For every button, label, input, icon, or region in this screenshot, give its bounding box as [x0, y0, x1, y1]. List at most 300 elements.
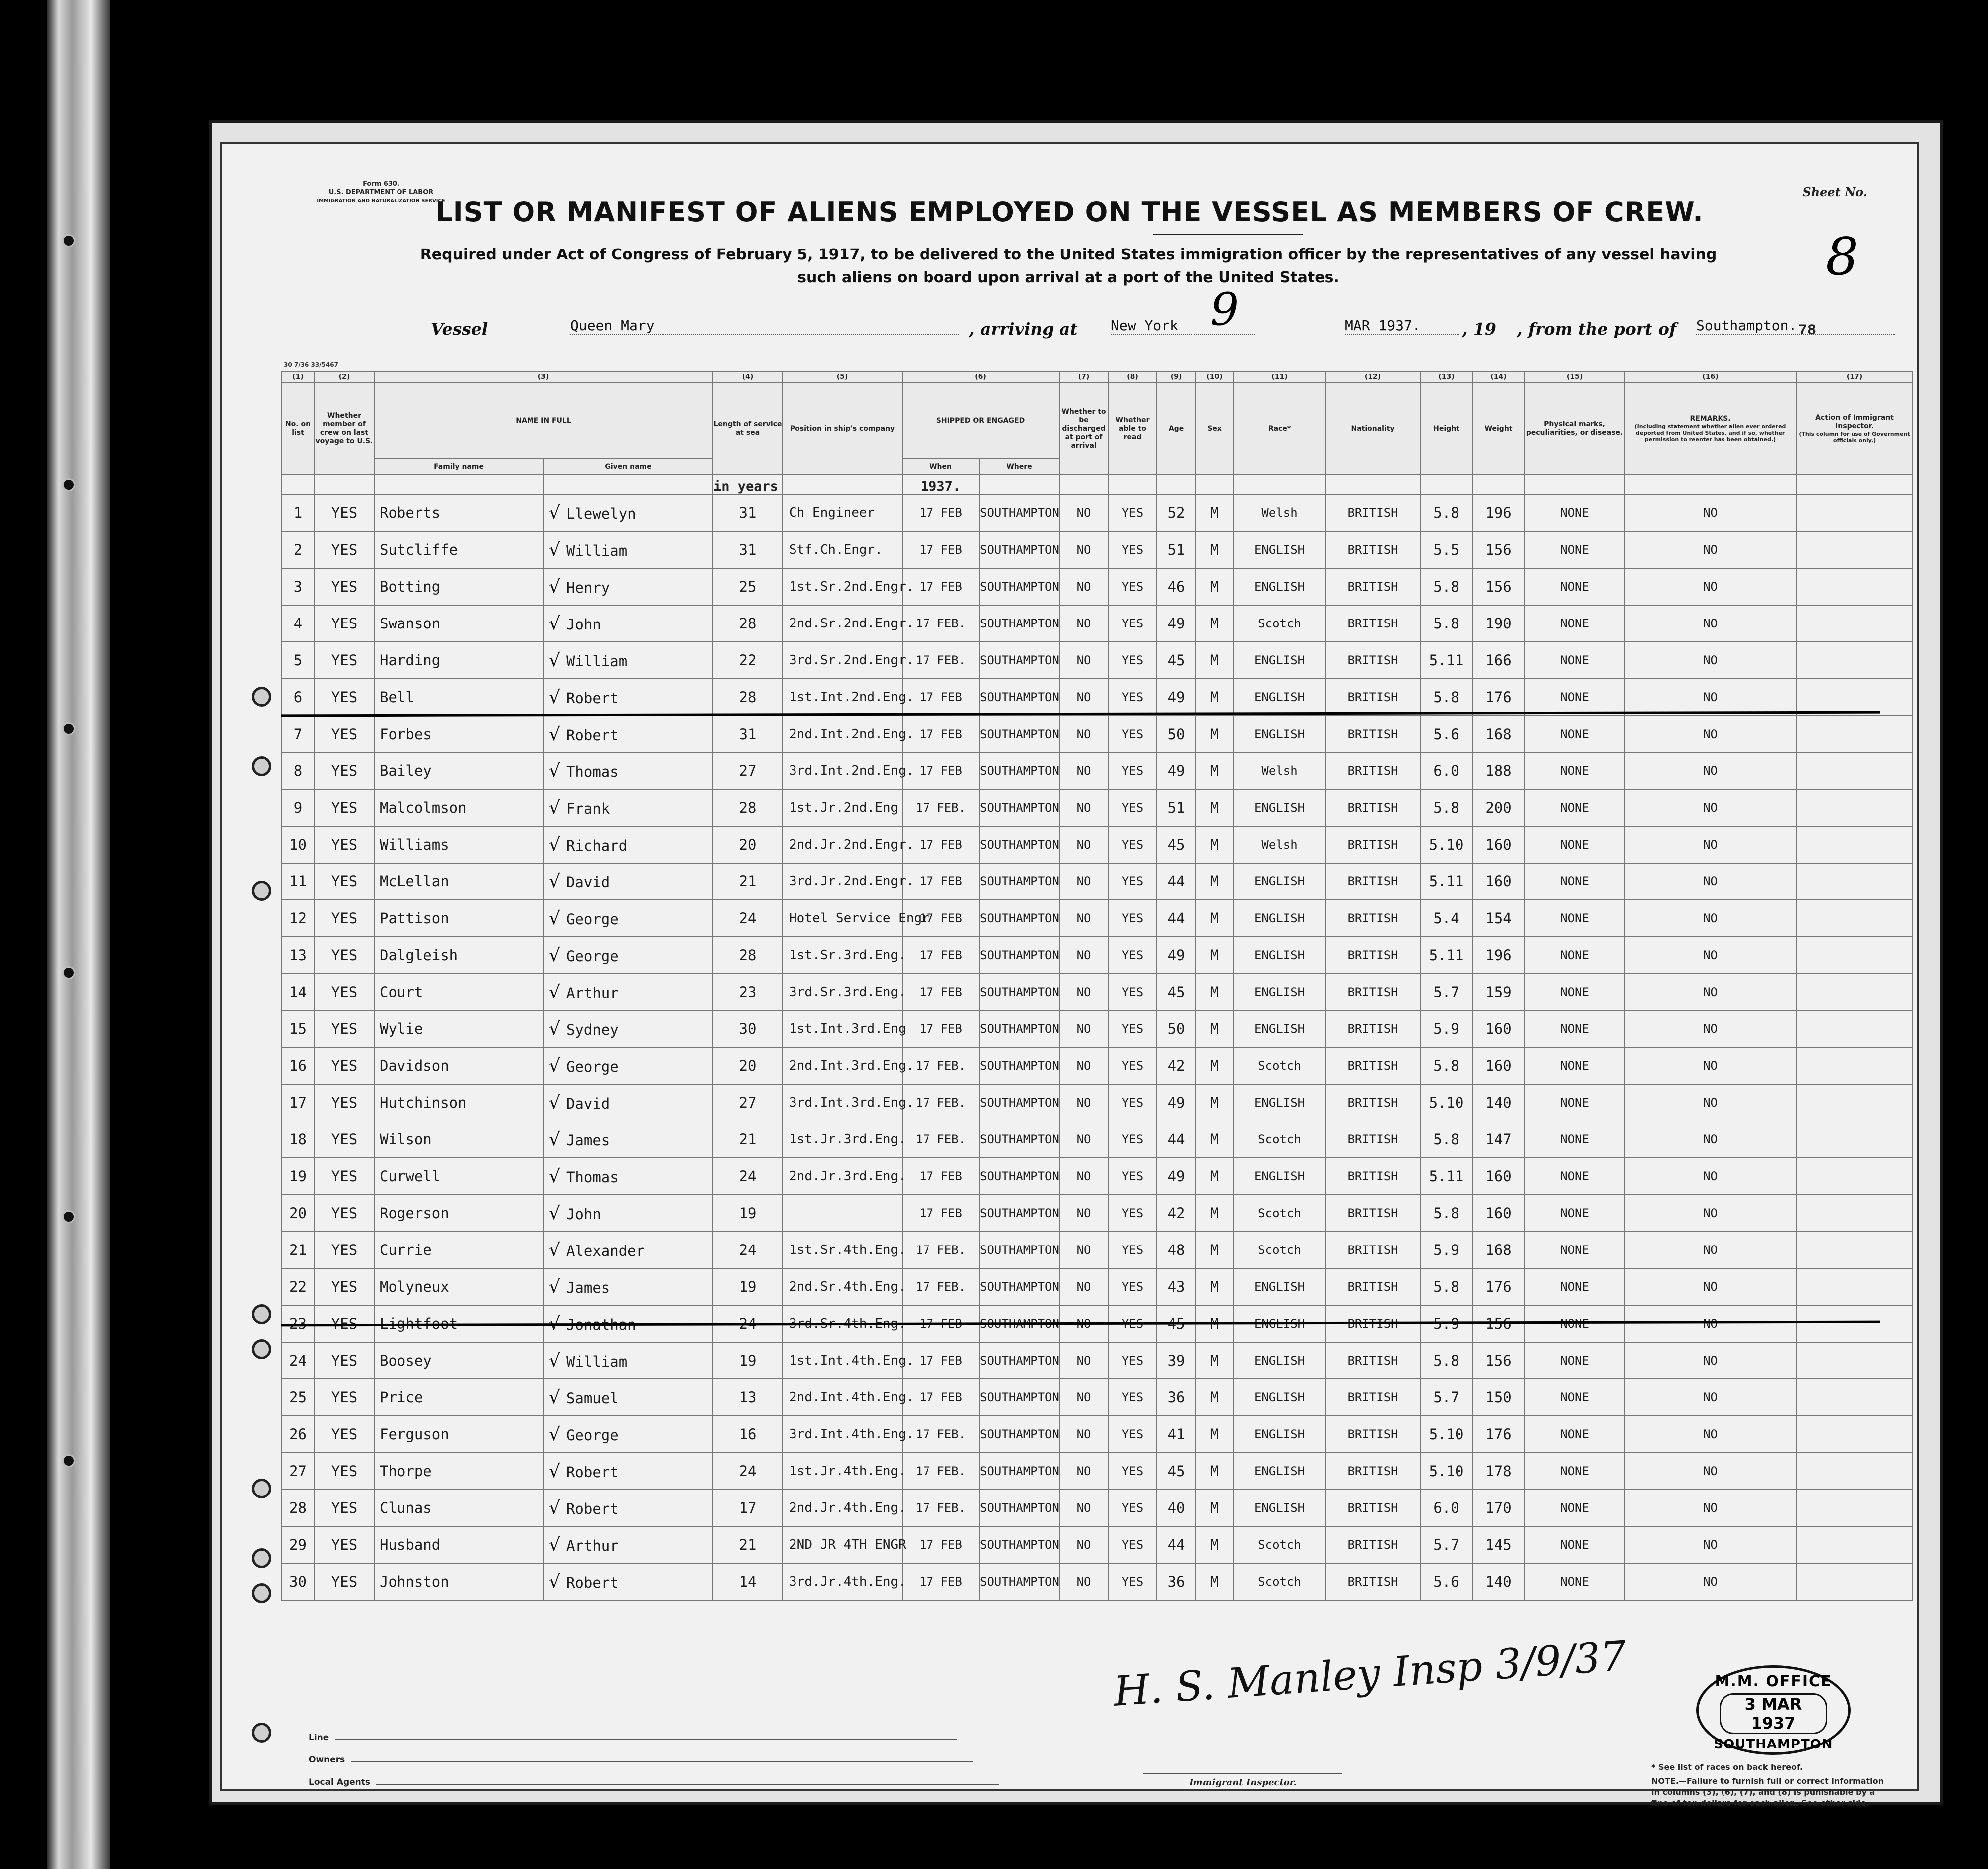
shipped-where: SOUTHAMPTON	[979, 495, 1059, 531]
arrival-port: New York	[1111, 317, 1255, 335]
shipped-where: SOUTHAMPTON	[979, 1379, 1059, 1416]
row-number: 11	[282, 863, 314, 900]
position: 2nd.Jr.3rd.Eng.	[783, 1158, 902, 1195]
crew-member-flag: YES	[314, 716, 374, 752]
given-name	[543, 1121, 713, 1158]
read-flag: YES	[1109, 1010, 1156, 1047]
remarks: NO	[1624, 642, 1796, 679]
physical-marks: NONE	[1525, 1010, 1624, 1047]
physical-marks: NONE	[1525, 1232, 1624, 1268]
weight: 160	[1472, 863, 1525, 900]
row-number: 9	[282, 789, 314, 826]
sex: M	[1196, 642, 1233, 679]
given-name	[543, 826, 713, 863]
read-flag: YES	[1109, 531, 1156, 568]
nationality: BRITISH	[1325, 531, 1420, 568]
service-length: 21	[713, 1526, 783, 1563]
row-number: 23	[282, 1305, 314, 1342]
discharged-flag: NO	[1059, 1232, 1109, 1268]
given-name	[543, 1010, 713, 1047]
crew-member-flag: YES	[314, 900, 374, 937]
header-age: Age	[1156, 383, 1196, 475]
sex: M	[1196, 679, 1233, 716]
given-name	[543, 1232, 713, 1268]
checkmark-icon: √	[549, 1092, 560, 1113]
physical-marks: NONE	[1525, 1305, 1624, 1342]
discharged-flag: NO	[1059, 826, 1109, 863]
shipped-when: 17 FEB	[902, 1526, 979, 1563]
shipped-when: 17 FEB	[902, 679, 979, 716]
checkmark-icon: √	[549, 945, 560, 966]
checkmark-icon: √	[549, 576, 560, 597]
service-length: 24	[713, 1232, 783, 1268]
family-name: Thorpe	[374, 1453, 543, 1490]
binder-hole	[62, 234, 75, 247]
nationality: BRITISH	[1325, 1047, 1420, 1084]
checkmark-icon: √	[549, 1018, 560, 1039]
shipped-when: 17 FEB.	[902, 1453, 979, 1490]
discharged-flag: NO	[1059, 1342, 1109, 1379]
age: 44	[1156, 863, 1196, 900]
year-label: , 19	[1462, 319, 1496, 339]
races-note: * See list of races on back hereof.	[1651, 1762, 1803, 1772]
owners-label: Owners	[309, 1755, 345, 1765]
row-number: 10	[282, 826, 314, 863]
given-name-text: Richard	[566, 837, 628, 854]
service-length: 21	[713, 863, 783, 900]
given-name	[543, 531, 713, 568]
nationality: BRITISH	[1325, 642, 1420, 679]
height: 5.9	[1420, 1232, 1472, 1268]
race: ENGLISH	[1233, 1158, 1325, 1195]
family-name: Hutchinson	[374, 1084, 543, 1121]
checkmark-icon: √	[549, 982, 560, 1002]
given-name-text: George	[566, 947, 619, 965]
shipped-where: SOUTHAMPTON	[979, 1010, 1059, 1047]
agents-blank	[376, 1784, 999, 1785]
remarks: NO	[1624, 1490, 1796, 1526]
family-name: Curwell	[374, 1158, 543, 1195]
age: 43	[1156, 1268, 1196, 1305]
header-discharged: Whether to be discharged at port of arrival	[1059, 383, 1109, 475]
table-row	[282, 1416, 1913, 1453]
discharged-flag: NO	[1059, 752, 1109, 789]
physical-marks: NONE	[1525, 1158, 1624, 1195]
table-row	[282, 605, 1913, 642]
weight: 160	[1472, 826, 1525, 863]
row-number: 2	[282, 531, 314, 568]
given-name-text: Robert	[566, 1500, 619, 1517]
checkmark-icon: √	[549, 1534, 560, 1555]
crew-member-flag: YES	[314, 789, 374, 826]
race: Scotch	[1233, 1047, 1325, 1084]
header-remarks	[1624, 383, 1796, 475]
position: 2nd.Jr.4th.Eng.	[783, 1490, 902, 1526]
discharged-flag: NO	[1059, 1010, 1109, 1047]
family-name: Husband	[374, 1526, 543, 1563]
height: 5.10	[1420, 1453, 1472, 1490]
checkmark-icon: √	[549, 1166, 560, 1187]
shipped-when: 17 FEB	[902, 1342, 979, 1379]
read-flag: YES	[1109, 937, 1156, 974]
height: 5.5	[1420, 531, 1472, 568]
nationality: BRITISH	[1325, 679, 1420, 716]
table-row	[282, 1526, 1913, 1563]
shipped-when: 17 FEB.	[902, 1490, 979, 1526]
sex: M	[1196, 1526, 1233, 1563]
height: 5.10	[1420, 1084, 1472, 1121]
race: Welsh	[1233, 495, 1325, 531]
row-number: 4	[282, 605, 314, 642]
col-number: (7)	[1059, 371, 1109, 383]
physical-marks: NONE	[1525, 642, 1624, 679]
crew-member-flag: YES	[314, 1305, 374, 1342]
physical-marks: NONE	[1525, 937, 1624, 974]
height: 5.6	[1420, 716, 1472, 752]
shipped-when: 17 FEB	[902, 937, 979, 974]
col-number: (8)	[1109, 371, 1156, 383]
read-flag: YES	[1109, 1268, 1156, 1305]
stamp-office: M.M. OFFICE	[1715, 1673, 1832, 1690]
given-name	[543, 642, 713, 679]
row-number: 12	[282, 900, 314, 937]
shipped-when: 17 FEB	[902, 1010, 979, 1047]
shipped-where: SOUTHAMPTON	[979, 1047, 1059, 1084]
position: 3rd.Sr.2nd.Engr.	[783, 642, 902, 679]
checkmark-icon: √	[549, 1571, 560, 1592]
read-flag: YES	[1109, 1158, 1156, 1195]
row-number: 16	[282, 1047, 314, 1084]
agents-label: Local Agents	[309, 1777, 371, 1787]
table-row	[282, 1195, 1913, 1232]
physical-marks: NONE	[1525, 1416, 1624, 1453]
sex: M	[1196, 900, 1233, 937]
header-physical: Physical marks, peculiarities, or disease.	[1525, 383, 1624, 475]
table-row	[282, 789, 1913, 826]
age: 45	[1156, 1453, 1196, 1490]
sex: M	[1196, 1232, 1233, 1268]
remarks: NO	[1624, 716, 1796, 752]
read-flag: YES	[1109, 642, 1156, 679]
position: 1st.Int.3rd.Eng	[783, 1010, 902, 1047]
read-flag: YES	[1109, 605, 1156, 642]
service-length: 17	[713, 1490, 783, 1526]
col-number: (10)	[1196, 371, 1233, 383]
shipped-where: SOUTHAMPTON	[979, 826, 1059, 863]
shipped-when: 17 FEB	[902, 716, 979, 752]
height: 5.8	[1420, 1268, 1472, 1305]
table-row	[282, 863, 1913, 900]
title-rule	[1153, 234, 1303, 235]
row-number: 25	[282, 1379, 314, 1416]
given-name	[543, 1195, 713, 1232]
given-name-text: Jonathan	[566, 1316, 636, 1333]
arriving-label: , arriving at	[969, 319, 1078, 339]
discharged-flag: NO	[1059, 1379, 1109, 1416]
race: Scotch	[1233, 1195, 1325, 1232]
family-name: Williams	[374, 826, 543, 863]
shipped-when: 17 FEB	[902, 1158, 979, 1195]
service-length: 25	[713, 568, 783, 605]
nationality: BRITISH	[1325, 937, 1420, 974]
given-name-text: George	[566, 910, 619, 928]
age: 44	[1156, 1121, 1196, 1158]
nationality: BRITISH	[1325, 1232, 1420, 1268]
service-name: IMMIGRATION AND NATURALIZATION SERVICE	[317, 198, 445, 204]
race: Welsh	[1233, 826, 1325, 863]
header-when: When	[902, 459, 979, 475]
table-row	[282, 1084, 1913, 1121]
row-number: 8	[282, 752, 314, 789]
sex: M	[1196, 1084, 1233, 1121]
age: 36	[1156, 1563, 1196, 1600]
age: 36	[1156, 1379, 1196, 1416]
punch-hole	[252, 1723, 271, 1743]
crew-member-flag: YES	[314, 1084, 374, 1121]
given-name	[543, 495, 713, 531]
service-length: 28	[713, 679, 783, 716]
checkmark-icon: √	[549, 1240, 560, 1260]
row-number: 18	[282, 1121, 314, 1158]
checkmark-icon: √	[549, 539, 560, 560]
row-number: 3	[282, 568, 314, 605]
remarks: NO	[1624, 789, 1796, 826]
column-numbers-row	[282, 371, 1913, 383]
inspector-action	[1796, 1526, 1913, 1563]
discharged-flag: NO	[1059, 642, 1109, 679]
inspector-signature: H. S. Manley Insp 3/9/37	[1112, 1632, 1628, 1716]
remarks: NO	[1624, 1526, 1796, 1563]
weight: 160	[1472, 1195, 1525, 1232]
weight: 176	[1472, 1268, 1525, 1305]
header-action	[1796, 383, 1913, 475]
age: 49	[1156, 605, 1196, 642]
service-length: 24	[713, 1158, 783, 1195]
shipped-when: 17 FEB.	[902, 789, 979, 826]
binder-hole	[62, 478, 75, 491]
row-number: 29	[282, 1526, 314, 1563]
nationality: BRITISH	[1325, 1563, 1420, 1600]
family-name: Lightfoot	[374, 1305, 543, 1342]
discharged-flag: NO	[1059, 1305, 1109, 1342]
given-name-text: David	[566, 1095, 610, 1112]
service-length: 31	[713, 531, 783, 568]
inspector-action	[1796, 1121, 1913, 1158]
table-row	[282, 679, 1913, 716]
shipped-when: 17 FEB.	[902, 605, 979, 642]
position	[783, 1195, 902, 1232]
age: 45	[1156, 974, 1196, 1010]
sheet-number-label: Sheet No.	[1802, 185, 1867, 199]
inspector-action	[1796, 679, 1913, 716]
nationality: BRITISH	[1325, 1305, 1420, 1342]
header-family-name: Family name	[374, 459, 543, 475]
read-flag: YES	[1109, 1305, 1156, 1342]
row-number: 21	[282, 1232, 314, 1268]
crew-member-flag: YES	[314, 1490, 374, 1526]
race: ENGLISH	[1233, 1379, 1325, 1416]
checkmark-icon: √	[549, 687, 560, 708]
given-name	[543, 1563, 713, 1600]
discharged-flag: NO	[1059, 1490, 1109, 1526]
checkmark-icon: √	[549, 1461, 560, 1482]
remarks: NO	[1624, 974, 1796, 1010]
age: 41	[1156, 1416, 1196, 1453]
table-row	[282, 1379, 1913, 1416]
checkmark-icon: √	[549, 724, 560, 745]
sex: M	[1196, 1158, 1233, 1195]
col-number: (16)	[1624, 371, 1796, 383]
table-row	[282, 716, 1913, 752]
age: 50	[1156, 1010, 1196, 1047]
checkmark-icon: √	[549, 1129, 560, 1150]
family-name: Sutcliffe	[374, 531, 543, 568]
given-name-text: Samuel	[566, 1389, 619, 1407]
weight: 160	[1472, 1158, 1525, 1195]
inspector-action	[1796, 863, 1913, 900]
inspector-action	[1796, 974, 1913, 1010]
race: Scotch	[1233, 1526, 1325, 1563]
given-name	[543, 1416, 713, 1453]
nationality: BRITISH	[1325, 1268, 1420, 1305]
race: ENGLISH	[1233, 568, 1325, 605]
position: 1st.Jr.2nd.Eng	[783, 789, 902, 826]
service-length: 13	[713, 1379, 783, 1416]
given-name	[543, 1526, 713, 1563]
given-name	[543, 1158, 713, 1195]
crew-member-flag: YES	[314, 1342, 374, 1379]
weight: 159	[1472, 974, 1525, 1010]
height: 5.10	[1420, 826, 1472, 863]
shipped-when: 17 FEB	[902, 495, 979, 531]
checkmark-icon: √	[549, 1313, 560, 1334]
action-note: (This column for use of Government officials only.)	[1799, 431, 1910, 444]
shipped-where: SOUTHAMPTON	[979, 974, 1059, 1010]
discharged-flag: NO	[1059, 679, 1109, 716]
manifest-number: 78	[1798, 322, 1817, 339]
sex: M	[1196, 716, 1233, 752]
service-length: 24	[713, 1453, 783, 1490]
header-weight: Weight	[1472, 383, 1525, 475]
table-row	[282, 1121, 1913, 1158]
given-name-text: Sydney	[566, 1021, 619, 1038]
shipped-when: 17 FEB	[902, 826, 979, 863]
form-number: Form 630.	[363, 180, 399, 188]
position: 1st.Int.2nd.Eng.	[783, 679, 902, 716]
height: 5.9	[1420, 1010, 1472, 1047]
physical-marks: NONE	[1525, 605, 1624, 642]
read-flag: YES	[1109, 1379, 1156, 1416]
weight: 176	[1472, 679, 1525, 716]
given-name-text: John	[566, 616, 601, 633]
penalty-note: NOTE.—Failure to furnish full or correct information in columns (3), (6), (7), and (8) is punishable by a fine of ten dollars for each alien. See other side.	[1651, 1776, 1884, 1808]
table-row	[282, 1268, 1913, 1305]
family-name: Pattison	[374, 900, 543, 937]
inspector-action	[1796, 495, 1913, 531]
header-where: Where	[979, 459, 1059, 475]
checkmark-icon: √	[549, 871, 560, 892]
given-name-text: Robert	[566, 726, 619, 744]
given-name	[543, 1379, 713, 1416]
checkmark-icon: √	[549, 760, 560, 781]
sex: M	[1196, 1268, 1233, 1305]
row-number: 17	[282, 1084, 314, 1121]
position: 3rd.Jr.4th.Eng.	[783, 1563, 902, 1600]
row-number: 15	[282, 1010, 314, 1047]
physical-marks: NONE	[1525, 900, 1624, 937]
shipped-when: 17 FEB.	[902, 1416, 979, 1453]
header-name: NAME IN FULL	[374, 383, 713, 459]
nationality: BRITISH	[1325, 1121, 1420, 1158]
remarks: NO	[1624, 531, 1796, 568]
position: 3rd.Int.2nd.Eng.	[783, 752, 902, 789]
position: 2nd.Int.4th.Eng.	[783, 1379, 902, 1416]
remarks: NO	[1624, 863, 1796, 900]
discharged-flag: NO	[1059, 974, 1109, 1010]
remarks: NO	[1624, 1416, 1796, 1453]
weight: 156	[1472, 531, 1525, 568]
physical-marks: NONE	[1525, 1084, 1624, 1121]
given-name-text: Arthur	[566, 1537, 619, 1554]
shipped-where: SOUTHAMPTON	[979, 1305, 1059, 1342]
checkmark-icon: √	[549, 613, 560, 634]
race: ENGLISH	[1233, 900, 1325, 937]
position: Hotel Service Engr	[783, 900, 902, 937]
row-number: 7	[282, 716, 314, 752]
shipped-when: 17 FEB	[902, 568, 979, 605]
col-number: (13)	[1420, 371, 1472, 383]
race: ENGLISH	[1233, 531, 1325, 568]
given-name-text: George	[566, 1426, 619, 1444]
height: 5.8	[1420, 568, 1472, 605]
race: Scotch	[1233, 1563, 1325, 1600]
crew-member-flag: YES	[314, 568, 374, 605]
service-length: 23	[713, 974, 783, 1010]
discharged-flag: NO	[1059, 1268, 1109, 1305]
read-flag: YES	[1109, 495, 1156, 531]
crew-member-flag: YES	[314, 1563, 374, 1600]
read-flag: YES	[1109, 1490, 1156, 1526]
given-name-text: John	[566, 1205, 601, 1223]
age: 49	[1156, 752, 1196, 789]
col-number: (9)	[1156, 371, 1196, 383]
inspector-action	[1796, 937, 1913, 974]
family-name: Clunas	[374, 1490, 543, 1526]
shipped-when: 17 FEB.	[902, 1232, 979, 1268]
table-row	[282, 1342, 1913, 1379]
from-port-label: , from the port of	[1517, 319, 1677, 339]
checkmark-icon: √	[549, 797, 560, 818]
read-flag: YES	[1109, 789, 1156, 826]
given-name	[543, 974, 713, 1010]
crew-member-flag: YES	[314, 752, 374, 789]
service-length: 27	[713, 1084, 783, 1121]
family-name: Roberts	[374, 495, 543, 531]
physical-marks: NONE	[1525, 568, 1624, 605]
crew-member-flag: YES	[314, 1195, 374, 1232]
shipped-when: 17 FEB	[902, 974, 979, 1010]
table-row	[282, 1563, 1913, 1600]
service-length: 16	[713, 1416, 783, 1453]
height: 5.7	[1420, 1526, 1472, 1563]
read-flag: YES	[1109, 1084, 1156, 1121]
position: 2nd.Jr.2nd.Engr.	[783, 826, 902, 863]
weight: 200	[1472, 789, 1525, 826]
crew-member-flag: YES	[314, 1453, 374, 1490]
family-name: Price	[374, 1379, 543, 1416]
remarks: NO	[1624, 1010, 1796, 1047]
table-row	[282, 937, 1913, 974]
